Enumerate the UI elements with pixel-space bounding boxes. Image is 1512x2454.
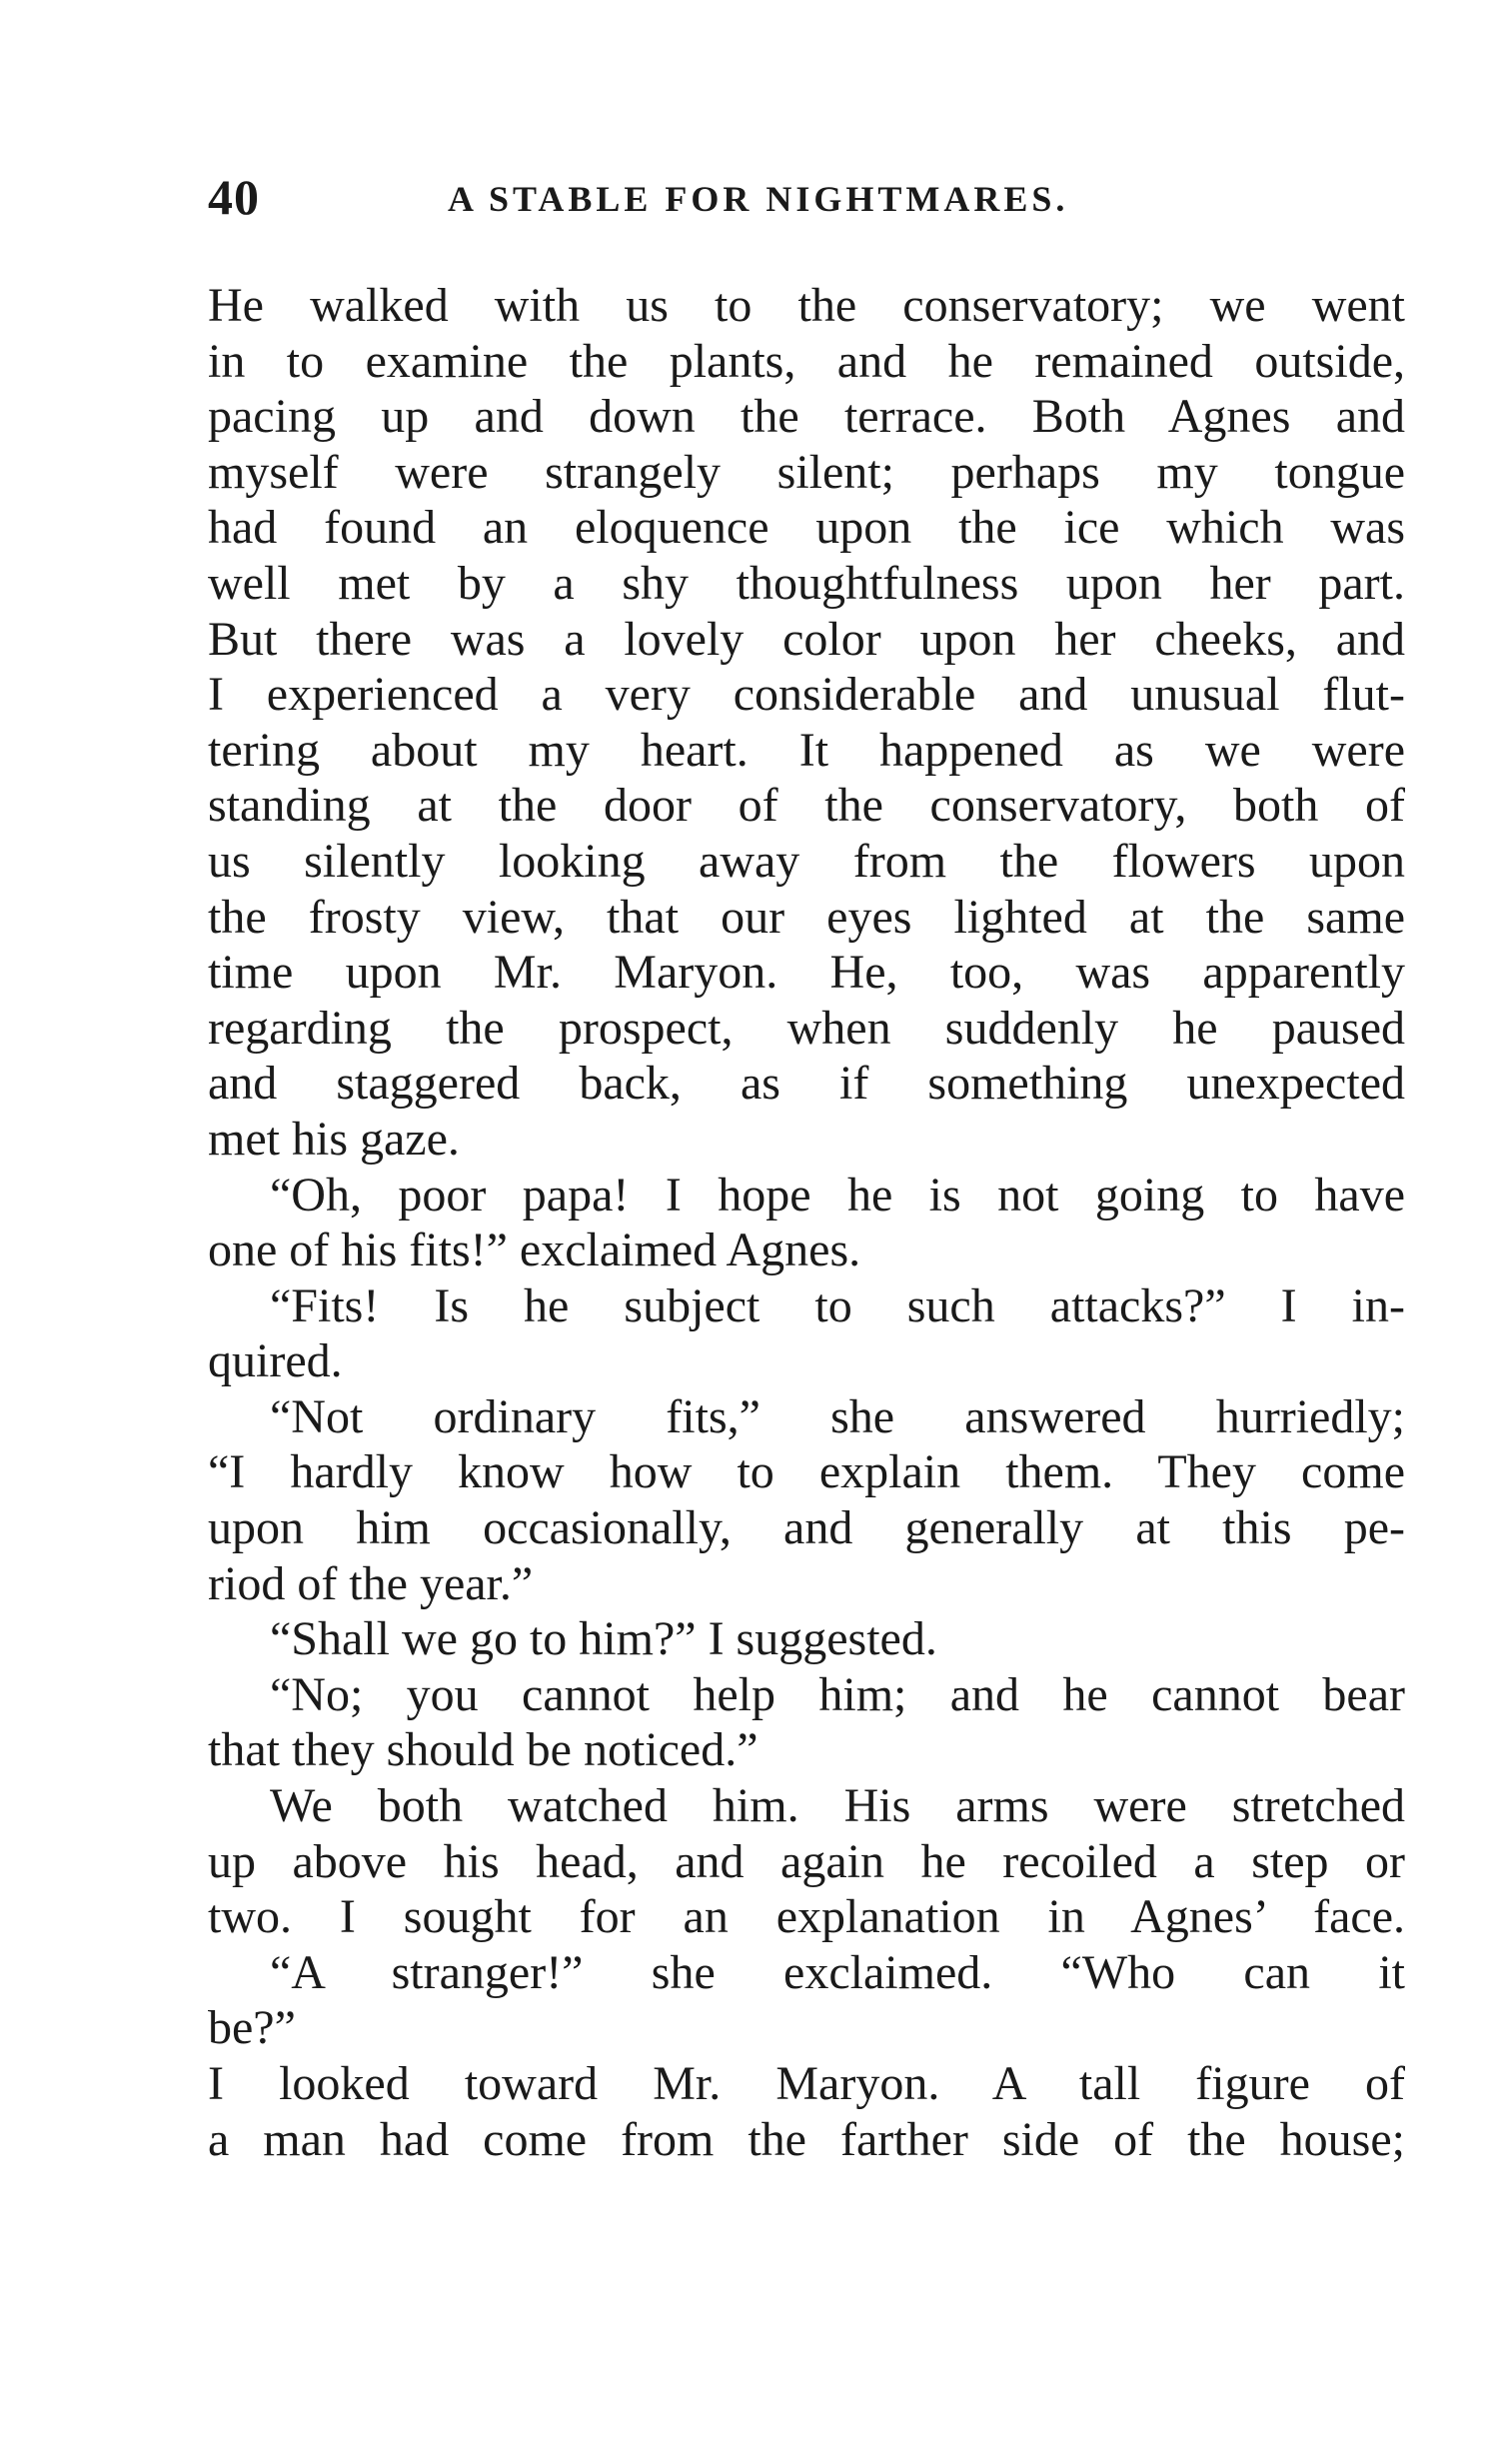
text-line: “Oh, poor papa! I hope he is not going to have [270, 1168, 1405, 1222]
text-line: one of his fits!” exclaimed Agnes. [208, 1224, 861, 1277]
text-line: us silently looking away from the flowers upon [208, 834, 1405, 888]
text-line: standing at the door of the conservatory, both of [208, 779, 1405, 833]
text-line: well met by a shy thoughtfulness upon her part. [208, 556, 1405, 610]
text-line: a man had come from the farther side of the house; [208, 2112, 1405, 2166]
text-line: I experienced a very considerable and unusual flut- [208, 668, 1405, 722]
text-line: tering about my heart. It happened as we were [208, 723, 1405, 777]
text-line: regarding the prospect, when suddenly he paused [208, 1001, 1405, 1055]
text-line: “A stranger!” she exclaimed. “Who can it [270, 1945, 1405, 1999]
text-line: the frosty view, that our eyes lighted at the same [208, 890, 1405, 944]
text-line: that they should be noticed.” [208, 1723, 758, 1777]
text-line: “Not ordinary fits,” she answered hurriedly; [270, 1389, 1405, 1443]
text-line: riod of the year.” [208, 1556, 534, 1610]
text-line: myself were strangely silent; perhaps my tongue [208, 445, 1405, 499]
text-line: quired. [208, 1334, 343, 1388]
text-line: be?” [208, 2001, 296, 2055]
text-line: in to examine the plants, and he remained outside, [208, 334, 1405, 388]
text-line: He walked with us to the conservatory; we went [208, 279, 1405, 332]
text-line: upon him occasionally, and generally at this pe- [208, 1501, 1405, 1555]
page-number: 40 [208, 169, 260, 225]
text-line: “Fits! Is he subject to such attacks?” I in- [270, 1278, 1405, 1332]
text-line: We both watched him. His arms were stretched [270, 1779, 1405, 1833]
text-line: time upon Mr. Maryon. He, too, was apparently [208, 946, 1405, 1000]
text-line: and staggered back, as if something unexpected [208, 1057, 1405, 1111]
text-line: “Shall we go to him?” I suggested. [270, 1612, 937, 1666]
body-text [208, 278, 1405, 2167]
text-line: “I hardly know how to explain them. They come [208, 1445, 1405, 1499]
text-line: two. I sought for an explanation in Agnes’ face. [208, 1890, 1405, 1944]
text-line: pacing up and down the terrace. Both Agnes and [208, 390, 1405, 444]
text-line: had found an eloquence upon the ice which was [208, 501, 1405, 555]
running-title: A STABLE FOR NIGHTMARES. [448, 179, 1069, 219]
text-line: But there was a lovely color upon her cheeks, and [208, 612, 1405, 666]
text-line: up above his head, and again he recoiled a step or [208, 1834, 1405, 1888]
text-line: met his gaze. [208, 1112, 460, 1166]
running-head [208, 168, 1405, 228]
text-line: I looked toward Mr. Maryon. A tall figure of [208, 2057, 1405, 2110]
text-line: “No; you cannot help him; and he cannot bear [270, 1667, 1405, 1721]
